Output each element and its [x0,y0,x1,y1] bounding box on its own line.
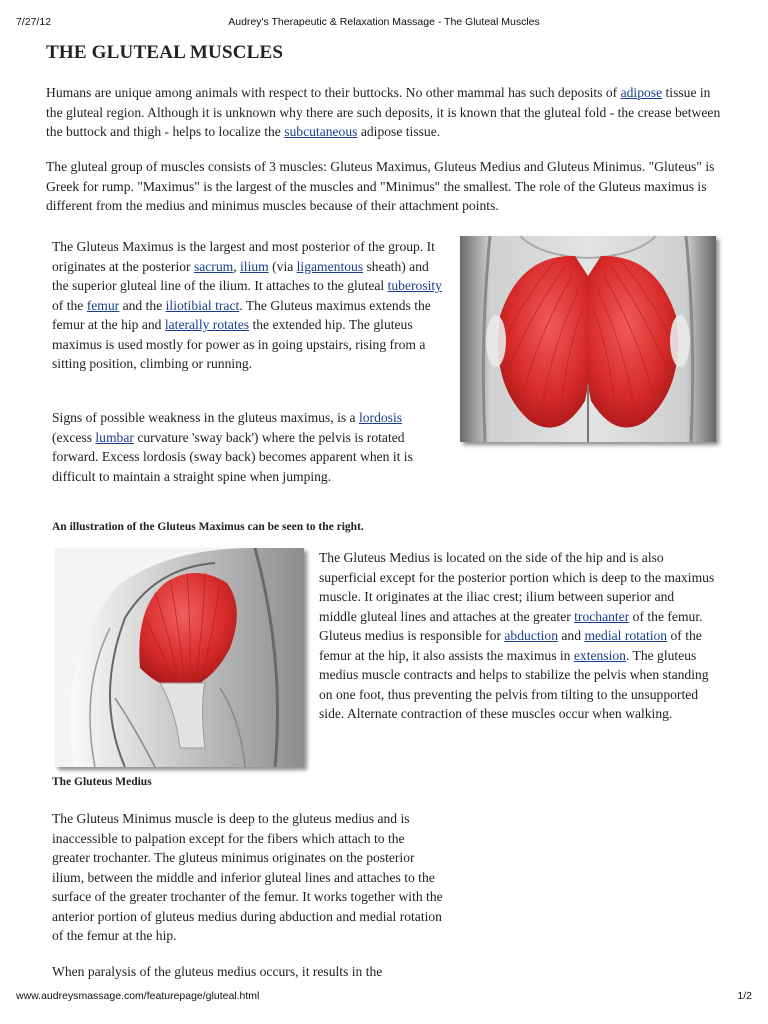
link-iliotibial-tract[interactable]: iliotibial tract [165,297,240,313]
paralysis-paragraph: When paralysis of the gluteus medius occurs, it results in the [52,964,383,979]
link-abduction[interactable]: abduction [504,628,558,643]
intro-paragraph: Humans are unique among animals with respect to their buttocks. No other mammal has such deposits of adipose tissue in the gluteal region. Although it is unknown why there are such deposits, it is known that the gluteal fold - the crease between the buttock and thigh - helps to localize the subcutaneous adipose tissue. [46,85,721,139]
link-femur[interactable]: femur [86,297,120,313]
page-number: 1/2 [737,990,752,1002]
gluteus-medius-illustration [55,548,304,767]
gluteal-group-paragraph: The gluteal group of muscles consists of 3 muscles: Gluteus Maximus, Gluteus Medius and Gluteus Minimus. "Gluteus" is Greek for rump. "Maximus" is the largest of the muscles and "Minimus" the smallest. The role of the Gluteus maximus is different from the medius and minimus muscles because of their attachment points. [46,159,715,213]
link-trochanter[interactable]: trochanter [574,608,630,624]
medius-caption: The Gluteus Medius [52,776,152,788]
gluteus-medius-svg [55,548,304,767]
print-title: Audrey's Therapeutic & Relaxation Massage - The Gluteal Muscles [228,16,540,28]
weakness-paragraph: Signs of possible weakness in the gluteus maximus, is a lordosis (excess lumbar curvature 'sway back') where the pelvis is rotated forward. Excess lordosis (sway back) becomes apparent when it is difficult to maintain a straight spine when jumping. [52,410,413,484]
link-extension[interactable]: extension [573,647,626,663]
link-lordosis[interactable]: lordosis [358,410,403,425]
page-title: THE GLUTEAL MUSCLES [46,42,284,63]
link-ligamentous[interactable]: ligamentous [296,258,364,274]
link-medial-rotation[interactable]: medial rotation [584,628,668,643]
link-laterally-rotates[interactable]: laterally rotates [164,317,250,332]
link-sacrum[interactable]: sacrum [193,258,234,274]
print-header [0,16,768,30]
link-tuberosity[interactable]: tuberosity [387,278,442,293]
gluteus-maximus-illustration [460,236,716,442]
gluteus-minimus-paragraph: The Gluteus Minimus muscle is deep to the gluteus medius and is inaccessible to palpation except for the fibers which attach to the greater trochanter. The gluteus minimus originates on the posterior ilium, between the middle and inferior gluteal lines and attaches to the surface of the greater trochanter of the femur. It works together with the anterior portion of gluteus medius during abduction and medial rotation of the femur at the hip. [52,811,443,943]
print-date: 7/27/12 [16,16,52,28]
link-adipose[interactable]: adipose [620,85,663,100]
gluteus-medius-paragraph: The Gluteus Medius is located on the side of the hip and is also superficial except for the posterior portion which is deep to the maximus muscle. It originates at the iliac crest; ilium between superior and middle gluteal lines and attaches at the greater trochanter of the femur. Gluteus medius is responsible for abduction and medial rotation of the femur at the hip, it also assists the maximus in extension. The gluteus medius muscle contracts and helps to stabilize the pelvis when standing on one foot, thus preventing the pelvis from tilting to the unsupported side. Alternate contraction of these muscles occur when walking. [319,550,715,721]
gluteus-maximus-paragraph: The Gluteus Maximus is the largest and most posterior of the group. It originates at the posterior sacrum, ilium (via ligamentous sheath) and the superior gluteal line of the ilium. It attaches to the gluteal tuberosity of the femur and the iliotibial tract. The Gluteus maximus extends the femur at the hip and laterally rotates the extended hip. The gluteus maximus is used mostly for power as in going upstairs, rising from a sitting position, climbing or running. [52,239,442,371]
maximus-caption: An illustration of the Gluteus Maximus can be seen to the right. [52,521,364,533]
link-subcutaneous[interactable]: subcutaneous [284,124,358,139]
print-url: www.audreysmassage.com/featurepage/gluteal.html [16,990,260,1002]
link-lumbar[interactable]: lumbar [95,429,134,445]
link-ilium[interactable]: ilium [240,258,269,274]
gluteus-maximus-svg [460,236,716,442]
